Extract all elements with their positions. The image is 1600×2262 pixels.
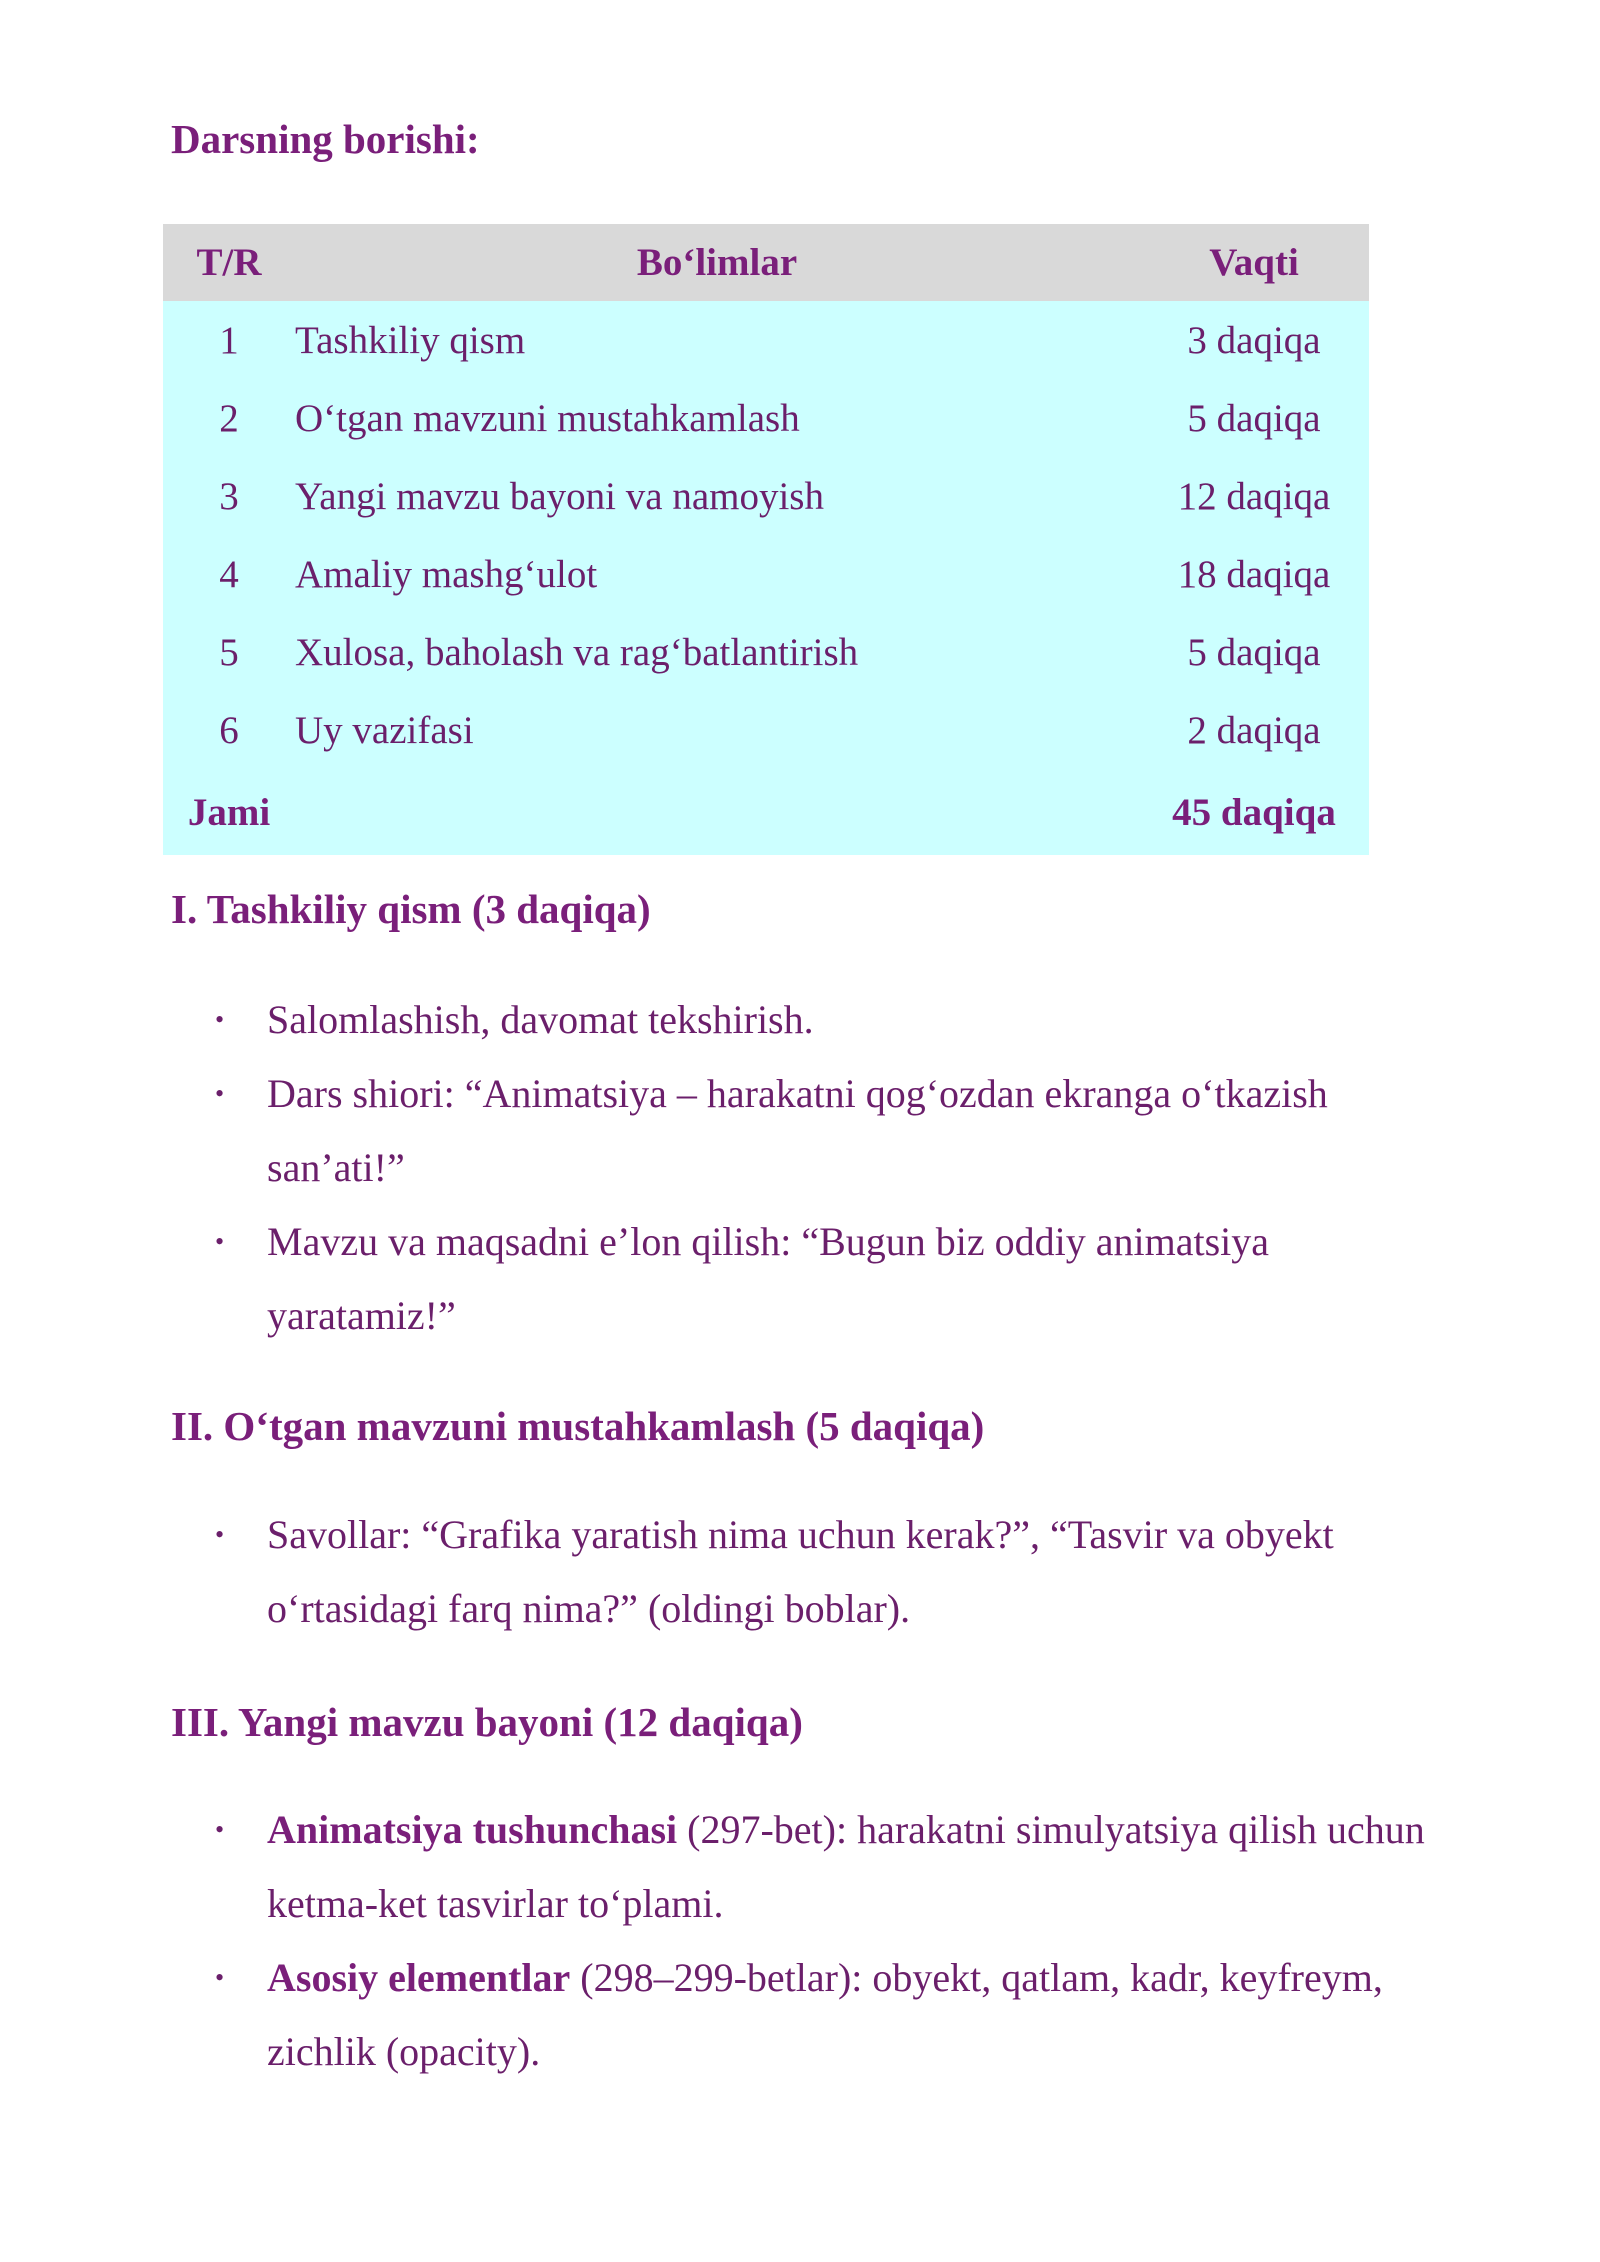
page-title: Darsning borishi: [171,116,480,162]
item-text: Mavzu va maqsadni e’lon qilish: “Bugun biz oddiy animatsiya yaratamiz!” [267,1219,1270,1338]
row-section: O‘tgan mavzuni mustahkamlash [295,379,1139,457]
lesson-plan-table [163,224,1369,855]
section-heading-organizational: I. Tashkiliy qism (3 daqiqa) [171,886,651,932]
total-empty-cell [295,769,1139,855]
column-header-time: Vaqti [1139,224,1369,301]
row-section: Amaliy mashg‘ulot [295,535,1139,613]
row-number: 6 [163,691,295,769]
table-row [163,379,1369,457]
table-row [163,691,1369,769]
table-row [163,613,1369,691]
section-heading-review: II. O‘tgan mavzuni mustahkamlash (5 daqiqa) [171,1403,985,1449]
item-lead: Asosiy elementlar [267,1955,571,2000]
bullet-icon: • [215,1227,225,1256]
column-header-number: T/R [163,224,295,301]
row-section: Uy vazifasi [295,691,1139,769]
row-time: 3 daqiqa [1139,301,1369,379]
total-label: Jami [163,769,295,855]
row-section: Xulosa, baholash va rag‘batlantirish [295,613,1139,691]
row-number: 4 [163,535,295,613]
row-time: 5 daqiqa [1139,613,1369,691]
row-time: 5 daqiqa [1139,379,1369,457]
bullet-icon: • [215,1815,225,1844]
item-text: Savollar: “Grafika yaratish nima uchun kerak?”, “Tasvir va obyekt o‘rtasidagi farq nima?” (oldingi boblar). [267,1512,1334,1631]
bullet-icon: • [215,1079,225,1108]
list-item [207,1205,1437,1353]
row-section: Yangi mavzu bayoni va namoyish [295,457,1139,535]
column-header-sections: Bo‘limlar [295,224,1139,301]
row-number: 5 [163,613,295,691]
section-list-review [207,1498,1437,1646]
item-text: Salomlashish, davomat tekshirish. [267,997,814,1042]
row-time: 2 daqiqa [1139,691,1369,769]
item-text: Dars shiori: “Animatsiya – harakatni qog‘ozdan ekranga o‘tkazish san’ati!” [267,1071,1328,1190]
list-item [207,1057,1437,1205]
row-time: 12 daqiqa [1139,457,1369,535]
bullet-icon: • [215,1520,225,1549]
item-lead: Animatsiya tushunchasi [267,1807,678,1852]
table-row [163,457,1369,535]
row-number: 1 [163,301,295,379]
total-time: 45 daqiqa [1139,769,1369,855]
table-total-row [163,769,1369,855]
list-item [207,1941,1437,2089]
list-item [207,983,1437,1057]
list-item [207,1498,1437,1646]
row-number: 3 [163,457,295,535]
item-text: (298–299-betlar): obyekt, qatlam, kadr, keyfreym, zichlik (opacity). [267,1955,1383,2074]
section-heading-new-topic: III. Yangi mavzu bayoni (12 daqiqa) [171,1699,803,1745]
table-header-row [163,224,1369,301]
bullet-icon: • [215,1005,225,1034]
table-row [163,301,1369,379]
list-item [207,1793,1437,1941]
row-section: Tashkiliy qism [295,301,1139,379]
row-number: 2 [163,379,295,457]
section-list-organizational [207,983,1437,1353]
table-row [163,535,1369,613]
section-list-new-topic [207,1793,1437,2089]
bullet-icon: • [215,1963,225,1992]
row-time: 18 daqiqa [1139,535,1369,613]
item-text: (297-bet): harakatni simulyatsiya qilish uchun ketma-ket tasvirlar to‘plami. [267,1807,1425,1926]
